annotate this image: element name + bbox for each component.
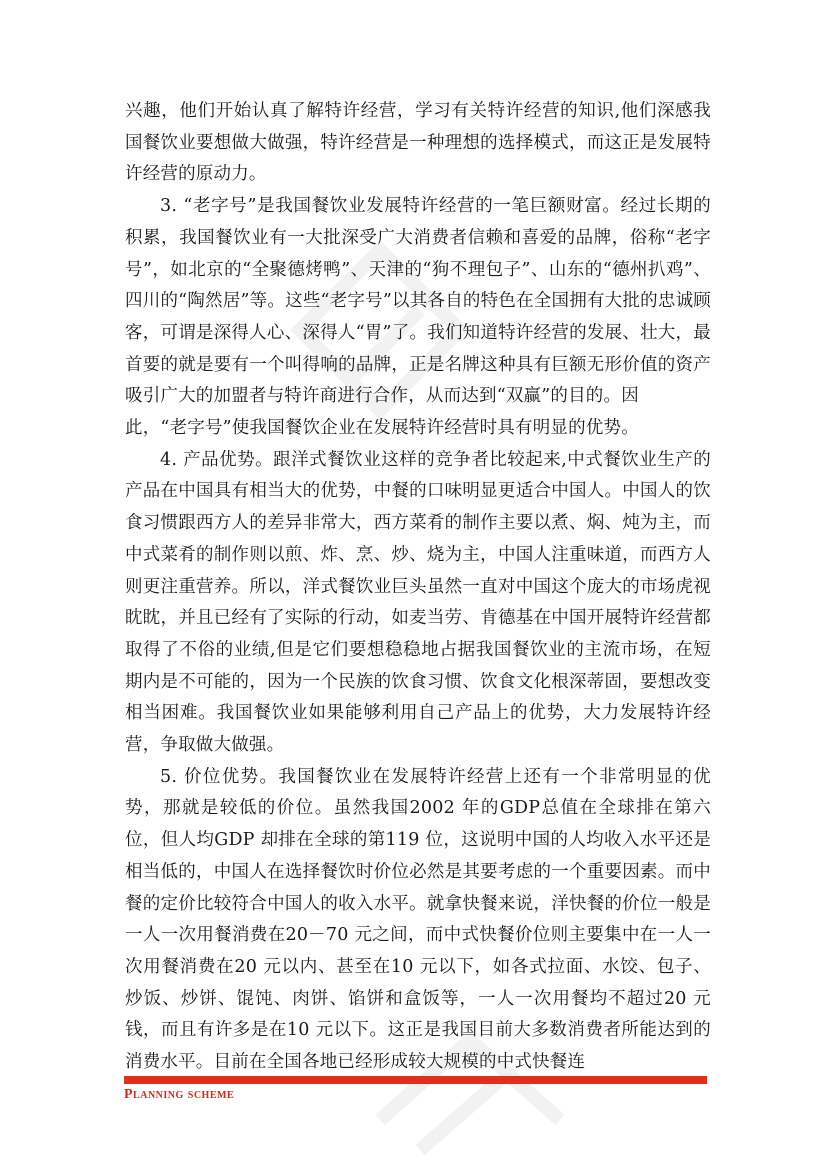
paragraph-item-3-laozihao: 3. “老字号”是我国餐饮业发展特许经营的一笔巨额财富。经过长期的积累，我国餐饮业有一大批深受广大消费者信赖和喜爱的品牌，俗称“老字号”，如北京的“全聚德烤鸭”、天津的“狗不理包子”、山东的“德州扒鸡”、四川的“陶然居”等。这些“老字号”以其各自的特色在全国拥有大批的忠诚顾客，可谓是深得人心、深得人“胃”了。我们知道特许经营的发展、壮大，最首要的就是要有一个叫得响的品牌，正是名牌这种具有巨额无形价值的资产吸引广大的加盟者与特许商进行合作，从而达到“双赢”的目的。因 — [125, 196, 711, 407]
footer-divider-bar — [124, 1076, 707, 1084]
paragraph-continuation: 兴趣，他们开始认真了解特许经营，学习有关特许经营的知识,他们深感我国餐饮业要想做大做强，特许经营是一种理想的选择模式，而这正是发展特许经营的原动力。 — [125, 101, 711, 185]
paragraph-item-5-price-advantage: 5. 价位优势。我国餐饮业在发展特许经营上还有一个非常明显的优势，那就是较低的价位。虽然我国2002 年的GDP总值在全球排在第六位，但人均GDP 却排在全球的第119 位，这说明中国的人均收入水平还是相当低的，中国人在选择餐饮时价位必然是其要考虑的一个重要因素。而中餐的定价比较符合中国人的收入水平。就拿快餐来说，洋快餐的价位一般是一人一次用餐消费在20－70 元之间，而中式快餐价位则主要集中在一人一次用餐消费在20 元以内、甚至在10 元以下，如各式拉面、水饺、包子、炒饭、炒饼、馄饨、肉饼、馅饼和盒饭等，一人一次用餐均不超过20 元钱，而且有许多是在10 元以下。这正是我国目前大多数消费者所能达到的消费水平。目前在全国各地已经形成较大规模的中式快餐连 — [125, 766, 711, 1073]
footer-label: Planning scheme — [124, 1087, 235, 1102]
paragraph-item-4-product-advantage: 4. 产品优势。跟洋式餐饮业这样的竞争者比较起来,中式餐饮业生产的产品在中国具有相当大的优势，中餐的口味明显更适合中国人。中国人的饮食习惯跟西方人的差异非常大，西方菜肴的制作主要以煮、焖、炖为主，而中式菜肴的制作则以煎、炸、烹、炒、烧为主，中国人注重味道，而西方人则更注重营养。所以，洋式餐饮业巨头虽然一直对中国这个庞大的市场虎视眈眈，并且已经有了实际的行动，如麦当劳、肯德基在中国开展特许经营都取得了不俗的业绩,但是它们要想稳稳地占据我国餐饮业的主流市场，在短期内是不可能的，因为一个民族的饮食习惯、饮食文化根深蒂固，要想改变相当困难。我国餐饮业如果能够利用自己产品上的优势，大力发展特许经营，争取做大做强。 — [125, 449, 711, 756]
paragraph-item-3-conclusion: 此，“老字号”使我国餐饮企业在发展特许经营时具有明显的优势。 — [125, 418, 639, 439]
document-body — [125, 96, 711, 1079]
